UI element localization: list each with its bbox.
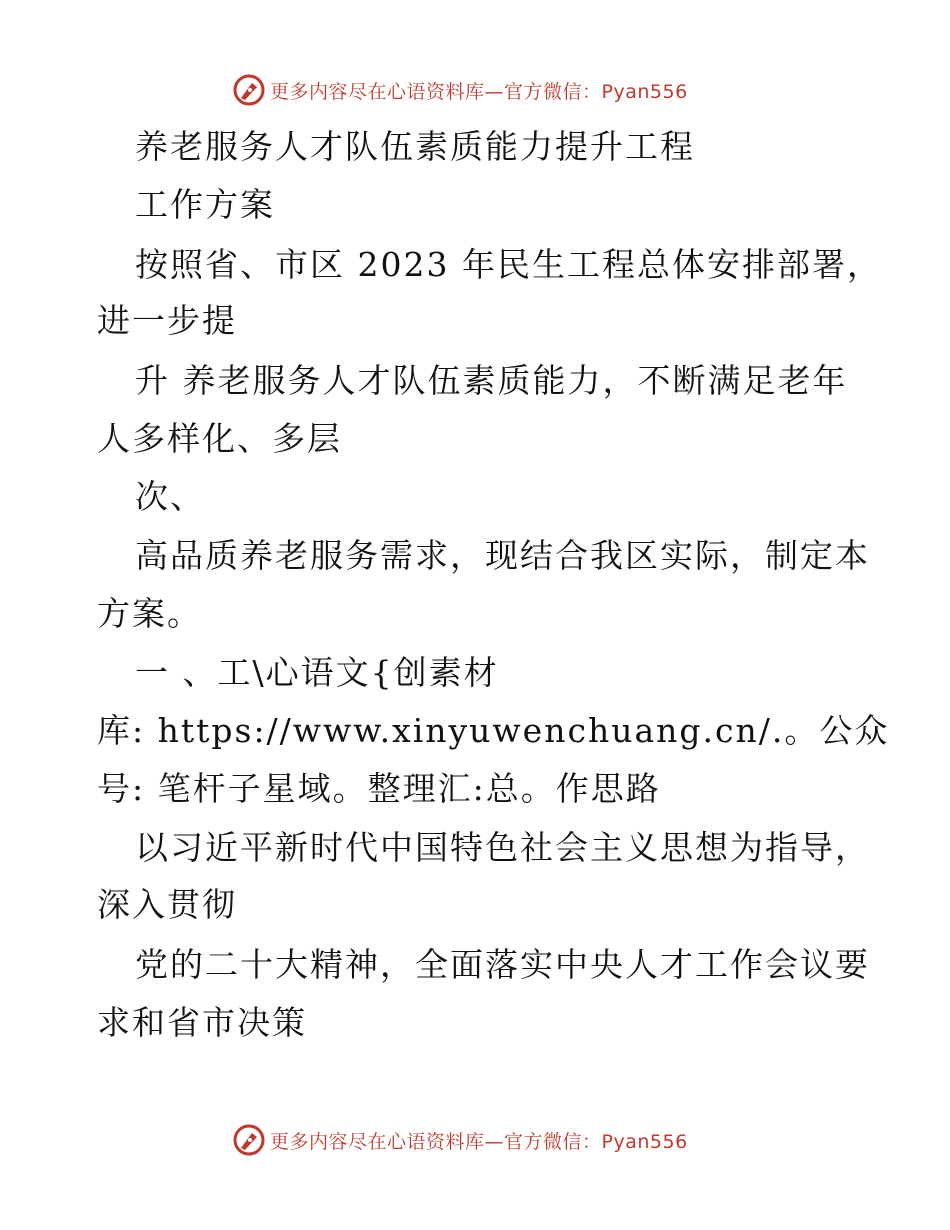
doc-line: 以习近平新时代中国特色社会主义思想为指导，	[135, 828, 870, 867]
doc-line: 按照省、市区 2023 年民生工程总体安排部署，	[135, 245, 882, 284]
doc-line: 人多样化、多层	[97, 419, 342, 458]
doc-line: 次、	[135, 477, 205, 516]
doc-line: 库: https://www.xinyuwenchuang.cn/.。公众	[97, 711, 890, 750]
doc-section-heading: 一 、工\心语文{创素材	[135, 653, 499, 692]
doc-line: 党的二十大精神，全面落实中央人才工作会议要	[135, 945, 870, 984]
doc-line: 求和省市决策	[97, 1003, 307, 1042]
doc-line: 进一步提	[97, 301, 237, 340]
doc-line: 号: 笔杆子星域。整理汇:总。作思路	[97, 769, 661, 808]
pen-nib-logo-icon	[232, 1123, 266, 1157]
doc-line: 高品质养老服务需求，现结合我区实际，制定本	[135, 536, 870, 575]
pen-nib-logo-icon	[232, 73, 266, 107]
header-watermark	[0, 70, 950, 110]
doc-line: 升 养老服务人才队伍素质能力，不断满足老年	[135, 361, 848, 400]
doc-line: 方案。	[97, 594, 202, 633]
header-watermark-text: 更多内容尽在心语资料库—官方微信：Pyan556	[270, 80, 688, 103]
footer-watermark-text: 更多内容尽在心语资料库—官方微信：Pyan556	[270, 1130, 688, 1153]
doc-line: 深入贯彻	[97, 885, 237, 924]
doc-subtitle: 工作方案	[135, 185, 275, 224]
footer-watermark	[0, 1120, 950, 1160]
doc-title: 养老服务人才队伍素质能力提升工程	[135, 127, 695, 166]
